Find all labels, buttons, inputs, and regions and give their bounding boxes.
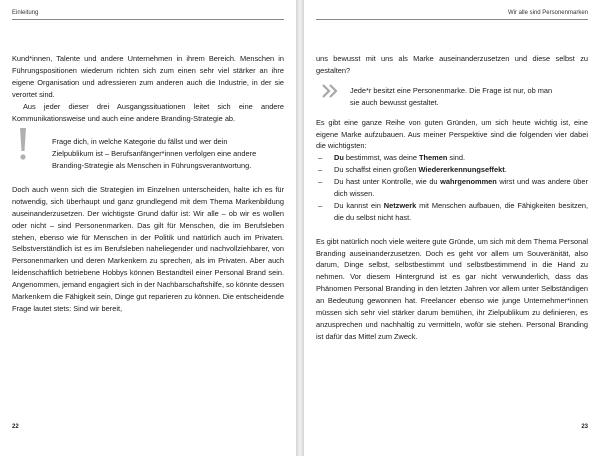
list-item: – Du schaffst einen großen Wiedererkennungseffekt.	[316, 164, 588, 176]
paragraph: uns bewusst mit uns als Marke auseinanderzusetzen und diese selbst zu gestalten?	[316, 54, 588, 75]
left-page	[0, 0, 296, 456]
callout-text: Jede*r besitzt eine Personenmarke. Die Frage ist nur, ob man sie auch bewusst gestaltet.	[350, 85, 553, 107]
paragraph: Es gibt natürlich noch viele weitere gute Gründe, um sich mit dem Thema Personal Branding auseinanderzusetzen. Doch es geht vor allem um Souveränität, also darum, Dinge selbst, selbstbestimmt und selbstbestimmend in die Hand zu nehmen. Vor diesem Hintergrund ist es gar nicht verwunderlich, dass das Phänomen Personal Branding in den letzten Jahren vor allem unter Selbständigen an Bedeutung gewonnen hat. Freelancer ebenso wie junge Unternehmer*innen müssen sich sehr viel stärker darum bemühen, ihr Zielpublikum zu definieren, es anzusprechen und nachhaltig zu vermitteln, wofür sie stehen. Personal Branding ist dafür das Mittel zum Zweck.	[316, 236, 588, 341]
header-rule-left	[12, 19, 284, 20]
double-chevron-icon	[322, 84, 348, 98]
header-rule-right	[316, 19, 588, 20]
page-number-left: 22	[12, 424, 19, 430]
page-number-right: 23	[581, 424, 588, 430]
paragraph: Kund*innen, Talente und andere Unternehmen in ihrem Bereich. Menschen in Führungspositionen wiederum richten sich zum einen sehr viel stärker an ihre eigene Organisation und adressieren zum anderen auch die Industrie, in der sie verortet sind.	[12, 54, 284, 99]
running-head-left: Einleitung	[12, 10, 39, 16]
paragraph: Aus jeder dieser drei Ausgangssituationen leitet sich eine andere Kommunikationsweise und auch eine andere Branding-Strategie ab.	[12, 101, 284, 123]
book-gutter	[296, 0, 304, 456]
callout-box	[12, 136, 284, 172]
reasons-list	[316, 152, 588, 223]
list-item: – Du bestimmst, was deine Themen sind.	[316, 152, 588, 164]
callout-text: Frage dich, in welche Kategorie du fällst und wer dein Zielpublikum ist – Berufsanfänger*innen verfolgen eine andere Branding-Strategie als Menschen in Führungsverantwortung.	[52, 137, 257, 171]
callout-box	[316, 85, 588, 109]
right-body	[316, 53, 588, 343]
right-page	[304, 0, 600, 456]
list-item: – Du hast unter Kontrolle, wie du wahrgenommen wirst und was andere über dich wissen.	[316, 176, 588, 200]
running-head-right: Wir alle sind Personenmarken	[507, 10, 588, 16]
exclamation-icon	[16, 127, 42, 161]
paragraph: Es gibt eine ganze Reihe von guten Gründen, um sich heute wichtig ist, eine eigene Marke aufzubauen. Aus meiner Perspektive sind die folgenden vier dabei die wichtigsten:	[316, 117, 588, 151]
paragraph: Doch auch wenn sich die Strategien im Einzelnen unterscheiden, halte ich es für notwendig, sich überhaupt und ganz grundlegend mit dem Thema Markenbildung auseinanderzusetzen. Der wichtigste Grund dafür ist: Wir alle – ob wir es wollen oder nicht – sind Personenmarken. Das gilt für Menschen, die im Berufsleben stehen, ebenso wie für Menschen in der Politik und natürlich auch im Privaten. Selbstverständlich ist es im Berufsleben naheliegender und nachvollziehbarer, von Personenmarken und deren Markenkern zu sprechen, als im Privaten. Aber auch leidenschaftlich betriebene Hobbys können Bestandteil einer Personal Brand sein. Angenommen, jemand engagiert sich in der Nachbarschaftshilfe, so könnte dessen Markenkern die Fähigkeit sein, Dinge gut reparieren zu können. Die entscheidende Frage lautet stets: Sind wir bereit,	[12, 184, 284, 313]
list-item: – Du kannst ein Netzwerk mit Menschen aufbauen, die Fähigkeiten besitzen, die du selbst nicht hast.	[316, 200, 588, 224]
left-body	[12, 53, 284, 315]
